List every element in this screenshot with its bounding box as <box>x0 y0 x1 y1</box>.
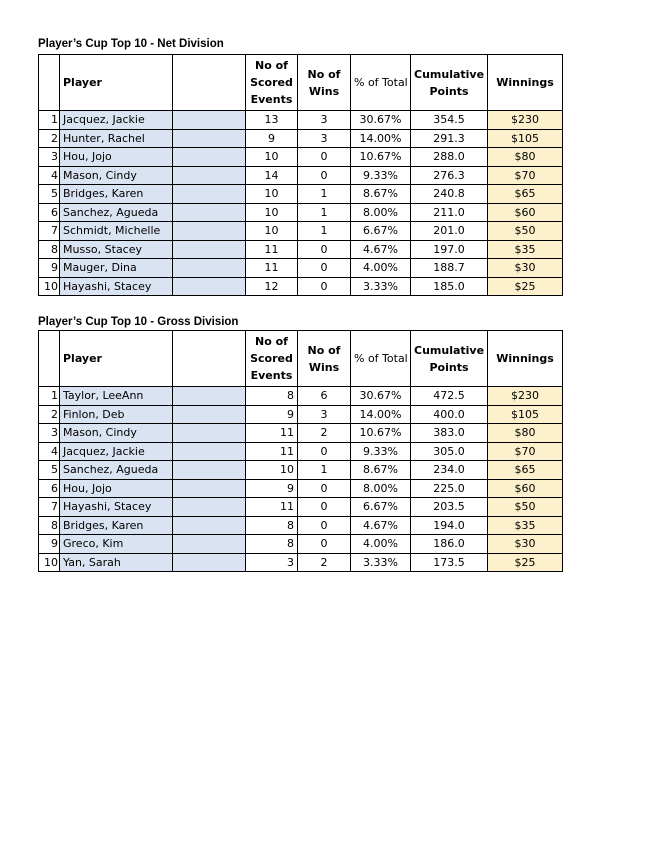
table-row <box>39 498 563 517</box>
points-cell: 288.0 <box>411 148 488 167</box>
rank-cell: 6 <box>39 479 60 498</box>
points-header-line: Cumulative <box>414 67 485 81</box>
events-cell: 10 <box>246 222 298 241</box>
events-header-line: Events <box>250 93 293 106</box>
events-cell: 10 <box>246 148 298 167</box>
points-cell: 383.0 <box>411 424 488 443</box>
pct-cell: 6.67% <box>351 498 411 517</box>
pct-header: % of Total <box>351 331 411 387</box>
events-header-line: Events <box>250 369 293 382</box>
table-row <box>39 405 563 424</box>
table-row <box>39 129 563 148</box>
wins-cell: 0 <box>298 498 351 517</box>
pct-cell: 4.00% <box>351 535 411 554</box>
events-cell: 11 <box>246 240 298 259</box>
blank-cell <box>173 185 246 204</box>
blank-cell <box>173 405 246 424</box>
winnings-cell: $35 <box>488 240 563 259</box>
winnings-cell: $50 <box>488 222 563 241</box>
rank-cell: 1 <box>39 111 60 130</box>
rank-cell: 5 <box>39 461 60 480</box>
winnings-cell: $80 <box>488 424 563 443</box>
wins-cell: 1 <box>298 461 351 480</box>
rank-cell: 4 <box>39 442 60 461</box>
player-cell: Musso, Stacey <box>60 240 173 259</box>
pct-header: % of Total <box>351 55 411 111</box>
points-cell: 234.0 <box>411 461 488 480</box>
points-cell: 186.0 <box>411 535 488 554</box>
winnings-cell: $105 <box>488 405 563 424</box>
table-row <box>39 277 563 296</box>
points-cell: 194.0 <box>411 516 488 535</box>
player-cell: Hunter, Rachel <box>60 129 173 148</box>
rank-cell: 3 <box>39 424 60 443</box>
winnings-cell: $60 <box>488 203 563 222</box>
winnings-cell: $70 <box>488 166 563 185</box>
player-cell: Sanchez, Agueda <box>60 203 173 222</box>
table-row <box>39 259 563 278</box>
rank-cell: 3 <box>39 148 60 167</box>
player-header: Player <box>60 55 173 111</box>
gross-division-table <box>38 330 563 572</box>
table-row <box>39 553 563 572</box>
points-header-line: Cumulative <box>414 343 485 357</box>
blank-cell <box>173 222 246 241</box>
wins-cell: 1 <box>298 203 351 222</box>
blank-cell <box>173 387 246 406</box>
player-cell: Mauger, Dina <box>60 259 173 278</box>
blank-cell <box>173 148 246 167</box>
player-cell: Hayashi, Stacey <box>60 498 173 517</box>
table-row <box>39 222 563 241</box>
wins-cell: 0 <box>298 516 351 535</box>
player-header: Player <box>60 331 173 387</box>
points-cell: 400.0 <box>411 405 488 424</box>
events-cell: 9 <box>246 405 298 424</box>
wins-header-line: No of <box>307 67 341 81</box>
winnings-cell: $230 <box>488 387 563 406</box>
winnings-cell: $25 <box>488 553 563 572</box>
winnings-cell: $230 <box>488 111 563 130</box>
wins-cell: 2 <box>298 553 351 572</box>
blank-cell <box>173 553 246 572</box>
pct-cell: 30.67% <box>351 111 411 130</box>
winnings-cell: $50 <box>488 498 563 517</box>
points-header <box>411 55 488 111</box>
blank-cell <box>173 424 246 443</box>
events-cell: 9 <box>246 479 298 498</box>
pct-cell: 4.67% <box>351 516 411 535</box>
blank-cell <box>173 516 246 535</box>
pct-cell: 8.00% <box>351 479 411 498</box>
table-row <box>39 111 563 130</box>
events-header-line: No of <box>255 335 288 348</box>
pct-cell: 14.00% <box>351 405 411 424</box>
points-cell: 472.5 <box>411 387 488 406</box>
blank-cell <box>173 277 246 296</box>
blank-cell <box>173 203 246 222</box>
points-header <box>411 331 488 387</box>
player-cell: Yan, Sarah <box>60 553 173 572</box>
table-row <box>39 516 563 535</box>
events-header-line: Scored <box>250 352 293 365</box>
wins-header <box>298 331 351 387</box>
winnings-header: Winnings <box>488 55 563 111</box>
wins-header-line: No of <box>307 343 341 357</box>
header-row <box>39 55 563 111</box>
wins-cell: 0 <box>298 535 351 554</box>
events-cell: 9 <box>246 129 298 148</box>
events-cell: 11 <box>246 498 298 517</box>
rank-cell: 5 <box>39 185 60 204</box>
points-header-line: Points <box>429 84 469 98</box>
net-division-title: Player’s Cup Top 10 - Net Division <box>38 38 224 50</box>
rank-cell: 4 <box>39 166 60 185</box>
wins-header-line: Wins <box>308 360 340 374</box>
table-row <box>39 166 563 185</box>
gross-division-title: Player’s Cup Top 10 - Gross Division <box>38 316 239 328</box>
blank-cell <box>173 166 246 185</box>
wins-header <box>298 55 351 111</box>
winnings-cell: $70 <box>488 442 563 461</box>
rank-cell: 2 <box>39 405 60 424</box>
player-cell: Hou, Jojo <box>60 479 173 498</box>
pct-cell: 4.00% <box>351 259 411 278</box>
blank-cell <box>173 111 246 130</box>
table-row <box>39 203 563 222</box>
rank-header <box>39 331 60 387</box>
blank-cell <box>173 461 246 480</box>
events-header-line: No of <box>255 59 288 72</box>
player-cell: Jacquez, Jackie <box>60 111 173 130</box>
wins-cell: 0 <box>298 259 351 278</box>
rank-cell: 7 <box>39 222 60 241</box>
events-cell: 3 <box>246 553 298 572</box>
winnings-cell: $60 <box>488 479 563 498</box>
wins-cell: 3 <box>298 111 351 130</box>
winnings-cell: $65 <box>488 185 563 204</box>
points-cell: 173.5 <box>411 553 488 572</box>
rank-cell: 8 <box>39 516 60 535</box>
events-cell: 11 <box>246 259 298 278</box>
wins-cell: 1 <box>298 222 351 241</box>
player-cell: Mason, Cindy <box>60 166 173 185</box>
pct-cell: 3.33% <box>351 277 411 296</box>
rank-cell: 10 <box>39 277 60 296</box>
points-cell: 197.0 <box>411 240 488 259</box>
pct-cell: 8.67% <box>351 461 411 480</box>
wins-cell: 0 <box>298 442 351 461</box>
table-row <box>39 535 563 554</box>
points-cell: 211.0 <box>411 203 488 222</box>
pct-cell: 8.00% <box>351 203 411 222</box>
winnings-cell: $30 <box>488 535 563 554</box>
rank-cell: 9 <box>39 259 60 278</box>
events-cell: 8 <box>246 535 298 554</box>
winnings-cell: $80 <box>488 148 563 167</box>
pct-cell: 10.67% <box>351 424 411 443</box>
player-cell: Hou, Jojo <box>60 148 173 167</box>
events-cell: 14 <box>246 166 298 185</box>
blank-cell <box>173 535 246 554</box>
events-cell: 10 <box>246 203 298 222</box>
player-cell: Bridges, Karen <box>60 185 173 204</box>
events-cell: 8 <box>246 516 298 535</box>
events-cell: 11 <box>246 424 298 443</box>
table-row <box>39 387 563 406</box>
blank-header <box>173 55 246 111</box>
events-header <box>246 55 298 111</box>
rank-cell: 2 <box>39 129 60 148</box>
rank-cell: 6 <box>39 203 60 222</box>
events-header-line: Scored <box>250 76 293 89</box>
events-cell: 11 <box>246 442 298 461</box>
header-row <box>39 331 563 387</box>
table-row <box>39 148 563 167</box>
rank-header <box>39 55 60 111</box>
points-cell: 305.0 <box>411 442 488 461</box>
wins-cell: 3 <box>298 405 351 424</box>
events-cell: 8 <box>246 387 298 406</box>
winnings-header: Winnings <box>488 331 563 387</box>
wins-cell: 0 <box>298 479 351 498</box>
points-cell: 354.5 <box>411 111 488 130</box>
wins-cell: 6 <box>298 387 351 406</box>
wins-cell: 0 <box>298 166 351 185</box>
player-cell: Schmidt, Michelle <box>60 222 173 241</box>
pct-cell: 9.33% <box>351 166 411 185</box>
rank-cell: 10 <box>39 553 60 572</box>
pct-cell: 30.67% <box>351 387 411 406</box>
wins-cell: 0 <box>298 148 351 167</box>
table-row <box>39 424 563 443</box>
blank-cell <box>173 498 246 517</box>
player-cell: Sanchez, Agueda <box>60 461 173 480</box>
points-cell: 203.5 <box>411 498 488 517</box>
winnings-cell: $105 <box>488 129 563 148</box>
table-row <box>39 479 563 498</box>
events-cell: 13 <box>246 111 298 130</box>
table-row <box>39 185 563 204</box>
wins-cell: 2 <box>298 424 351 443</box>
blank-cell <box>173 442 246 461</box>
wins-cell: 3 <box>298 129 351 148</box>
table-row <box>39 240 563 259</box>
blank-cell <box>173 129 246 148</box>
rank-cell: 7 <box>39 498 60 517</box>
pct-cell: 6.67% <box>351 222 411 241</box>
player-cell: Greco, Kim <box>60 535 173 554</box>
winnings-cell: $35 <box>488 516 563 535</box>
pct-cell: 14.00% <box>351 129 411 148</box>
table-row <box>39 461 563 480</box>
points-cell: 185.0 <box>411 277 488 296</box>
points-cell: 201.0 <box>411 222 488 241</box>
pct-cell: 8.67% <box>351 185 411 204</box>
player-cell: Hayashi, Stacey <box>60 277 173 296</box>
player-cell: Bridges, Karen <box>60 516 173 535</box>
pct-cell: 3.33% <box>351 553 411 572</box>
rank-cell: 9 <box>39 535 60 554</box>
pct-cell: 4.67% <box>351 240 411 259</box>
player-cell: Taylor, LeeAnn <box>60 387 173 406</box>
points-cell: 225.0 <box>411 479 488 498</box>
net-division-table <box>38 54 563 296</box>
events-cell: 10 <box>246 185 298 204</box>
points-cell: 276.3 <box>411 166 488 185</box>
wins-cell: 0 <box>298 277 351 296</box>
player-cell: Finlon, Deb <box>60 405 173 424</box>
wins-cell: 1 <box>298 185 351 204</box>
blank-cell <box>173 259 246 278</box>
points-cell: 240.8 <box>411 185 488 204</box>
blank-cell <box>173 240 246 259</box>
wins-cell: 0 <box>298 240 351 259</box>
winnings-cell: $30 <box>488 259 563 278</box>
rank-cell: 8 <box>39 240 60 259</box>
points-cell: 291.3 <box>411 129 488 148</box>
pct-cell: 9.33% <box>351 442 411 461</box>
wins-header-line: Wins <box>308 84 340 98</box>
points-header-line: Points <box>429 360 469 374</box>
winnings-cell: $25 <box>488 277 563 296</box>
player-cell: Mason, Cindy <box>60 424 173 443</box>
events-cell: 12 <box>246 277 298 296</box>
player-cell: Jacquez, Jackie <box>60 442 173 461</box>
events-cell: 10 <box>246 461 298 480</box>
winnings-cell: $65 <box>488 461 563 480</box>
pct-cell: 10.67% <box>351 148 411 167</box>
blank-header <box>173 331 246 387</box>
points-cell: 188.7 <box>411 259 488 278</box>
blank-cell <box>173 479 246 498</box>
table-row <box>39 442 563 461</box>
rank-cell: 1 <box>39 387 60 406</box>
events-header <box>246 331 298 387</box>
